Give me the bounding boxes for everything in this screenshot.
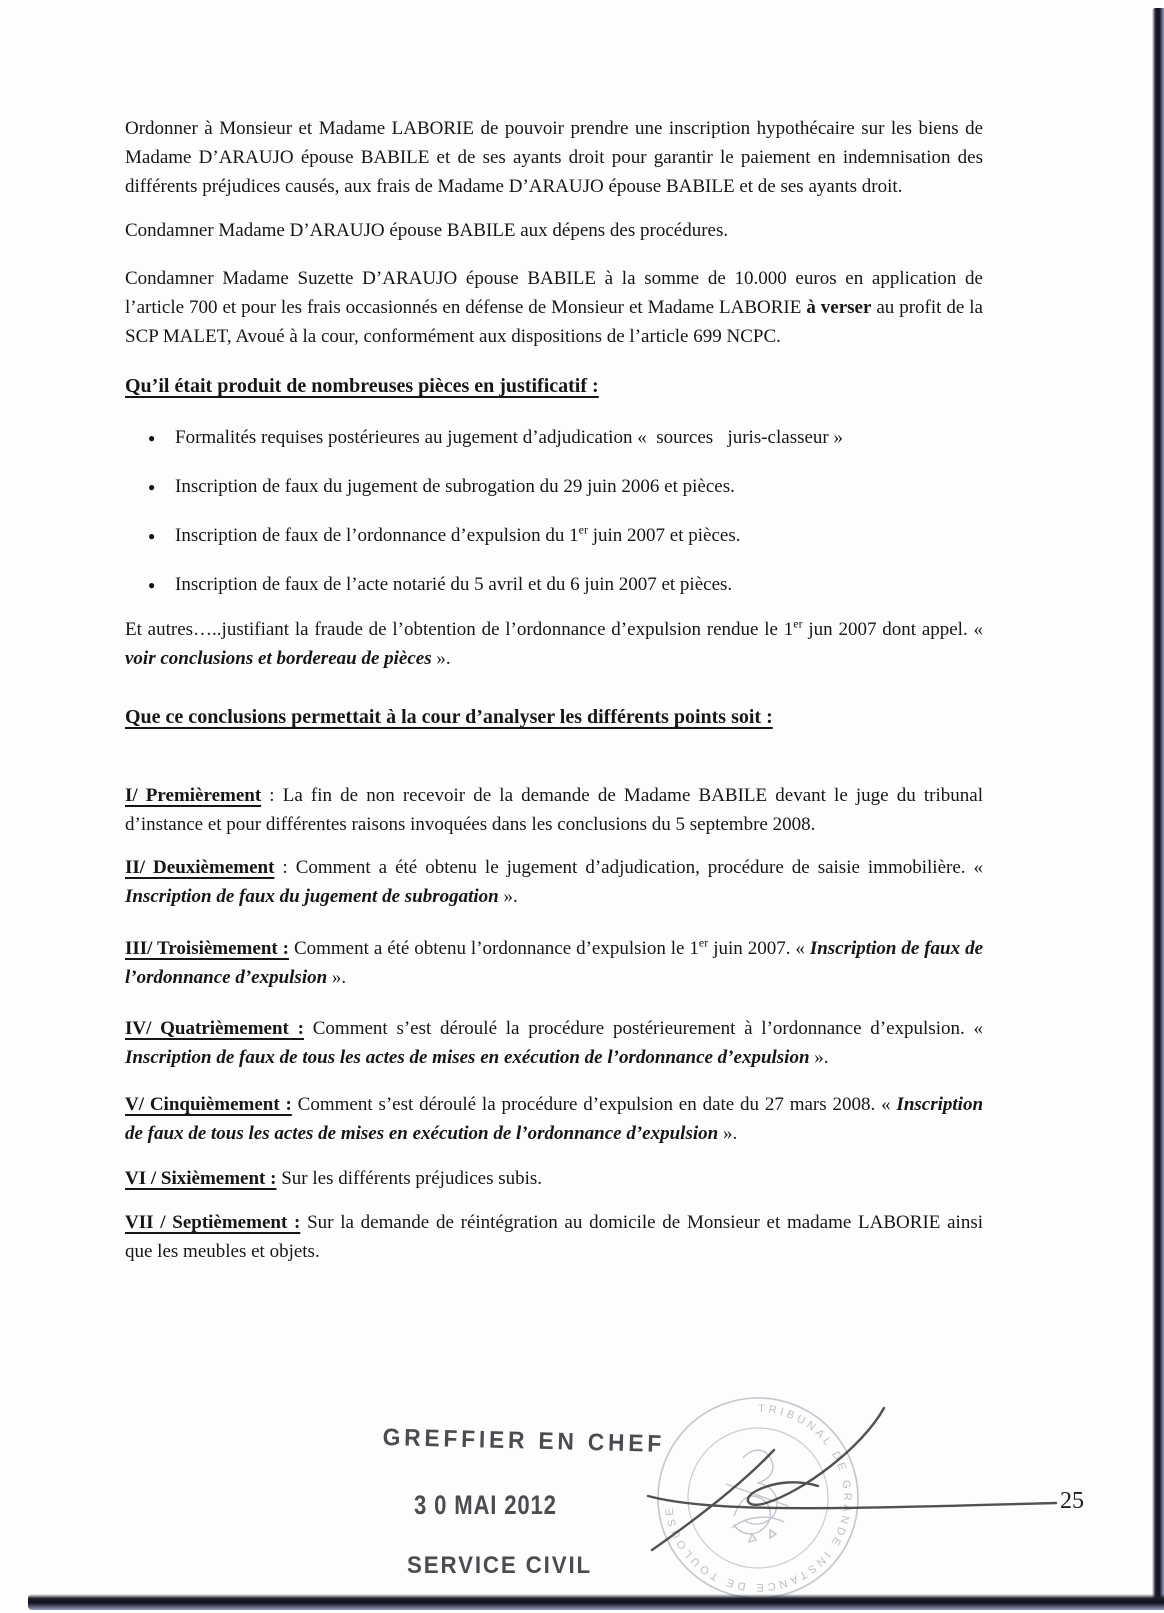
section-text: ». bbox=[327, 967, 347, 988]
paragraph-text: ». bbox=[431, 648, 451, 669]
heading-pieces-justificatif: Qu’il était produit de nombreuses pièces en justificatif : bbox=[125, 375, 599, 397]
scan-edge-right bbox=[1152, 8, 1164, 1610]
section-quote: Inscription de faux de l’ordonnance d’expulsion bbox=[125, 938, 983, 988]
superscript-ordinal: er bbox=[578, 522, 588, 537]
page-number: 25 bbox=[1060, 1488, 1084, 1514]
section-label: III/ Troisièmement : bbox=[125, 938, 289, 959]
paragraph-et-autres bbox=[125, 615, 993, 673]
section-text: Comment a été obtenu l’ordonnance d’expulsion le 1 bbox=[293, 938, 699, 959]
bullet-text: Inscription de faux de l’ordonnance d’expulsion du 1 bbox=[175, 525, 579, 546]
section-deuxiemement bbox=[125, 853, 983, 911]
section-quote: Inscription de faux de tous les actes de mises en exécution de l’ordonnance d’expulsion bbox=[125, 1094, 984, 1144]
section-separator bbox=[304, 1018, 313, 1039]
bullet-text: Inscription de faux du jugement de subrogation du 29 juin 2006 et pièces. bbox=[175, 476, 735, 497]
paragraph-condamner-depens: Condamner Madame D’ARAUJO épouse BABILE aux dépens des procédures. bbox=[125, 220, 729, 241]
signature bbox=[600, 1390, 1080, 1590]
section-text: Sur les différents préjudices subis. bbox=[281, 1168, 543, 1189]
seal-text: TRIBUNAL DE GRANDE INSTANCE DE TOULOUSE bbox=[663, 1402, 853, 1594]
section-cinquiemement bbox=[125, 1090, 983, 1148]
stamp-date: 3 0 MAI 2012 bbox=[414, 1490, 557, 1520]
section-quote: Inscription de faux de tous les actes de mises en exécution de l’ordonnance d’expulsion bbox=[125, 1047, 810, 1068]
paragraph-text: Condamner Madame Suzette D’ARAUJO épouse BABILE à la somme de 10.000 euros en application de l’article 700 et pour les frais occasionnés en défense de Monsieur et Madame LABORIE bbox=[125, 268, 983, 318]
section-troisiemement bbox=[125, 934, 983, 992]
section-text: Comment a été obtenu le jugement d’adjudication, procédure de saisie immobilière. « bbox=[295, 857, 984, 878]
document-body bbox=[125, 0, 993, 1282]
section-text: Sur la demande de réintégration au domicile de Monsieur et madame LABORIE ainsi que les meubles et objets. bbox=[125, 1212, 983, 1262]
paragraph-ordonner: Ordonner à Monsieur et Madame LABORIE de pouvoir prendre une inscription hypothécaire sur les biens de Madame D’ARAUJO épouse BABILE et de ses ayants droit pour garantir le paiement en indemnisation des différents préjudices causés, aux frais de Madame D’ARAUJO épouse BABILE et de ses ayants droit. bbox=[125, 118, 983, 197]
section-text: ». bbox=[809, 1047, 829, 1068]
section-text: La fin de non recevoir de la demande de Madame BABILE devant le juge du tribunal d’instance et pour différentes raisons invoquées dans les conclusions du 5 septembre 2008. bbox=[125, 785, 983, 835]
section-separator: : bbox=[261, 785, 283, 806]
section-sixiemement bbox=[125, 1164, 983, 1193]
section-separator: : bbox=[274, 857, 296, 878]
bullet-text: Inscription de faux de l’acte notarié du 5 avril et du 6 juin 2007 et pièces. bbox=[175, 574, 733, 595]
section-label: II/ Deuxièmement bbox=[125, 857, 275, 878]
stamp-greffier-en-chef: GREFFIER EN CHEF bbox=[382, 1424, 666, 1458]
section-quote: Inscription de faux du jugement de subrogation bbox=[125, 886, 499, 907]
bullet-item-formalites bbox=[175, 423, 983, 452]
section-text: Comment s’est déroulé la procédure d’expulsion en date du 27 mars 2008. « bbox=[297, 1094, 897, 1115]
section-text: ». bbox=[498, 886, 518, 907]
section-text: ». bbox=[718, 1123, 738, 1144]
paragraph-text: au profit de la SCP MALET, Avoué à la cour, conformément aux dispositions de l’article 699 NCPC. bbox=[125, 297, 983, 347]
section-text: Comment s’est déroulé la procédure postérieurement à l’ordonnance d’expulsion. « bbox=[312, 1018, 984, 1039]
section-label: VI / Sixièmement : bbox=[125, 1168, 277, 1189]
section-quatriemement bbox=[125, 1014, 983, 1072]
superscript-ordinal: er bbox=[793, 616, 803, 631]
bold-a-verser: à verser bbox=[806, 297, 872, 318]
superscript-ordinal: er bbox=[698, 935, 709, 950]
bullet-list bbox=[125, 423, 983, 599]
scan-edge-bottom bbox=[28, 1594, 1164, 1610]
section-label: V/ Cinquièmement : bbox=[125, 1094, 292, 1115]
quote-conclusions: voir conclusions et bordereau de pièces bbox=[125, 648, 432, 669]
section-label: VII / Septièmement : bbox=[125, 1212, 301, 1233]
paragraph-text: Et autres…..justifiant la fraude de l’obtention de l’ordonnance d’expulsion rendue le 1 bbox=[125, 619, 794, 640]
bullet-text: juin 2007 et pièces. bbox=[587, 525, 741, 546]
paragraph-text: jun 2007 dont appel. « bbox=[802, 619, 993, 640]
bullet-text: Formalités requises postérieures au jugement d’adjudication « sources juris-classeur » bbox=[175, 427, 843, 448]
section-label: I/ Premièrement bbox=[125, 785, 262, 806]
paragraph-condamner-somme bbox=[125, 264, 983, 351]
section-septiemement bbox=[125, 1208, 983, 1266]
section-premierement bbox=[125, 781, 983, 839]
section-label: IV/ Quatrièmement : bbox=[125, 1018, 304, 1039]
bullet-item-subrogation bbox=[175, 472, 983, 501]
bullet-item-acte-notarie bbox=[175, 570, 983, 599]
bullet-item-ordonnance bbox=[175, 521, 983, 550]
section-text: juin 2007. « bbox=[708, 938, 810, 959]
stamp-service-civil: SERVICE CIVIL bbox=[407, 1552, 593, 1579]
heading-analyser-points: Que ce conclusions permettait à la cour d’analyser les différents points soit : bbox=[125, 706, 773, 728]
